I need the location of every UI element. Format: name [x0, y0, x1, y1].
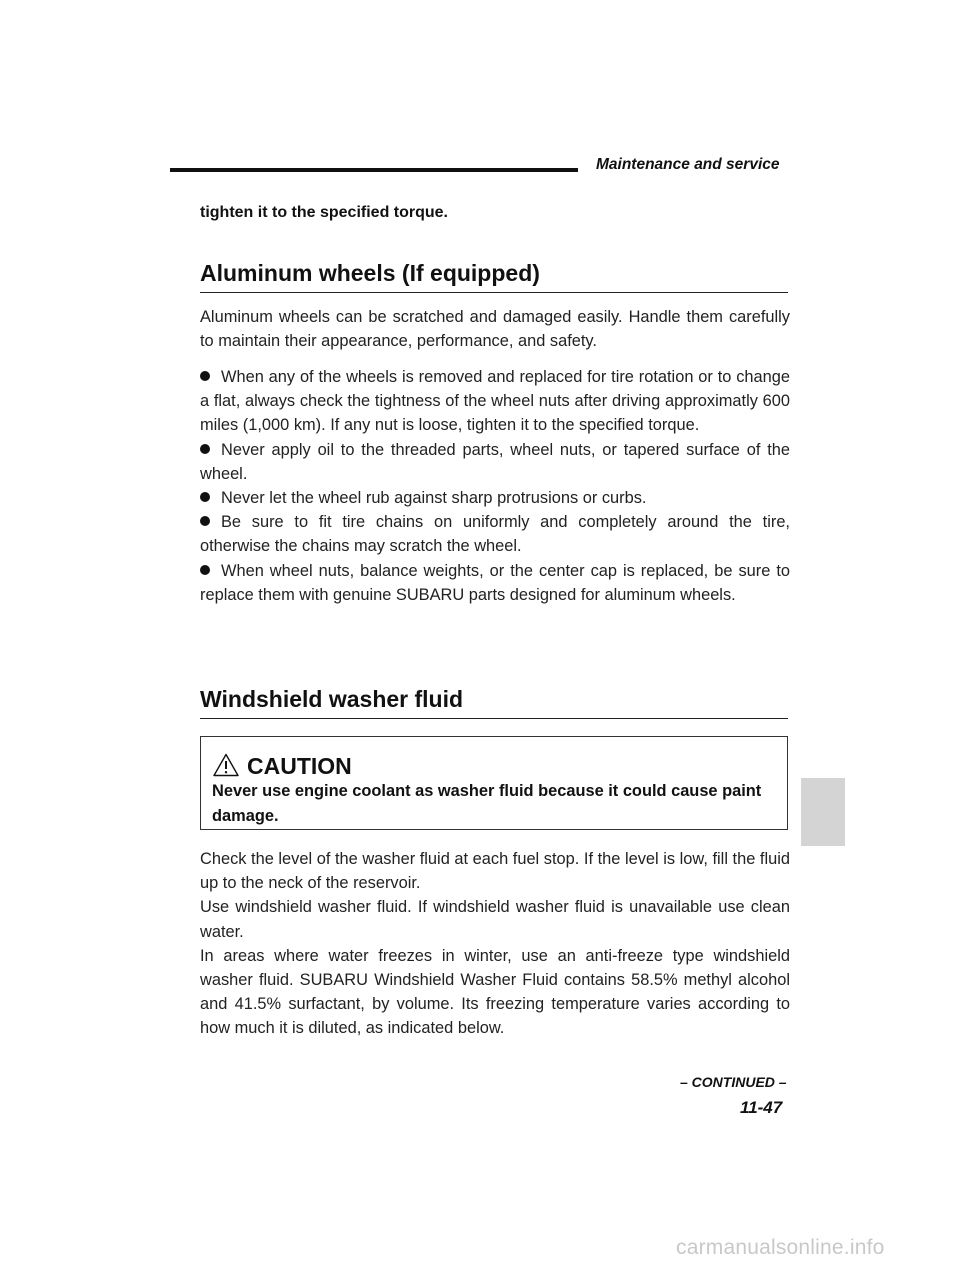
bullet-item: [200, 438, 790, 486]
bullet-text: When wheel nuts, balance weights, or the center cap is replaced, be sure to replace them with genuine SUBARU parts designed for aluminum wheels.: [200, 561, 790, 604]
watermark: carmanualsonline.info: [676, 1236, 885, 1259]
bullet-item: [200, 510, 790, 558]
washer-paragraph: Use windshield washer fluid. If windshield washer fluid is unavailable use clean water.: [200, 898, 790, 941]
running-header-title: Maintenance and service: [596, 156, 780, 173]
warning-triangle-icon: [213, 753, 247, 779]
page-number: 11-47: [740, 1098, 783, 1117]
section-heading-windshield-washer-fluid: Windshield washer fluid: [200, 684, 788, 719]
bullet-text: When any of the wheels is removed and replaced for tire rotation or to change a flat, always check the tightness of the wheel nuts after driving approximatly 600 miles (1,000 km). If any nut is loose, tighten it to the specified torque.: [200, 368, 790, 435]
chapter-thumb-tab: [801, 778, 845, 846]
header-rule: [170, 168, 578, 172]
bullet-text: Never let the wheel rub against sharp protrusions or curbs.: [221, 489, 647, 508]
caution-text: Never use engine coolant as washer fluid because it could cause paint damage.: [212, 782, 762, 825]
washer-paragraph: Check the level of the washer fluid at each fuel stop. If the level is low, fill the fluid up to the neck of the reservoir.: [200, 850, 790, 893]
bullet-icon: [200, 492, 210, 502]
bullet-icon: [200, 565, 210, 575]
caution-box: [200, 736, 788, 830]
bullet-text: Be sure to fit tire chains on uniformly and completely around the tire, otherwise the chains may scratch the wheel.: [200, 513, 790, 556]
aluminum-intro-paragraph: Aluminum wheels can be scratched and damaged easily. Handle them carefully to maintain their appearance, performance, and safety.: [200, 308, 790, 351]
washer-fluid-body: [200, 847, 790, 1041]
caution-title: CAUTION: [247, 753, 352, 779]
carry-over-text: tighten it to the specified torque.: [200, 204, 448, 221]
bullet-icon: [200, 516, 210, 526]
aluminum-wheels-bullet-list: [200, 365, 790, 607]
bullet-item: [200, 486, 790, 510]
bullet-icon: [200, 371, 210, 381]
aluminum-wheels-intro: [200, 305, 790, 353]
caution-header: [213, 749, 352, 779]
bullet-icon: [200, 444, 210, 454]
bullet-item: [200, 365, 790, 438]
bullet-item: [200, 559, 790, 607]
section-heading-aluminum-wheels: Aluminum wheels (If equipped): [200, 258, 788, 293]
washer-paragraph: In areas where water freezes in winter, use an anti-freeze type windshield washer fluid. SUBARU Windshield Washer Fluid contains 58.5% methyl alcohol and 41.5% surfactant, by volume. Its freezing temperature varies according to how much it is diluted, as indicated below.: [200, 946, 790, 1038]
continued-label: – CONTINUED –: [680, 1074, 787, 1090]
bullet-text: Never apply oil to the threaded parts, wheel nuts, or tapered surface of the wheel.: [200, 440, 790, 483]
